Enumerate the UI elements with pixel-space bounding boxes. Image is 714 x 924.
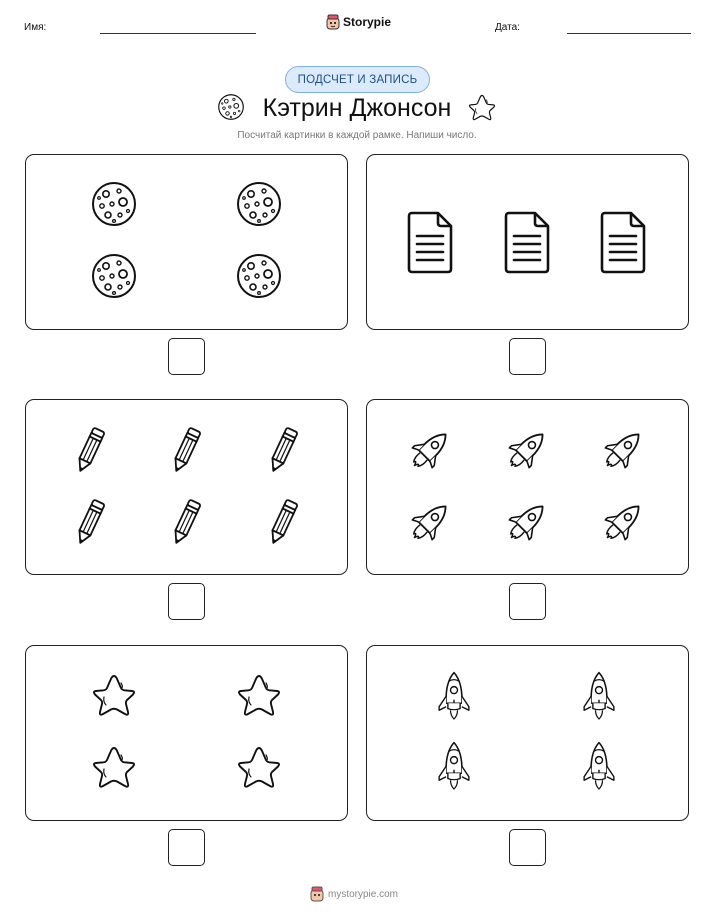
rocket-icon [599,426,647,474]
star-icon [235,672,283,720]
star-icon [467,93,497,123]
footer-url[interactable]: mystorypie.com [328,888,399,900]
footer [310,886,398,902]
document-icon [406,210,454,274]
counting-box-stars [25,645,348,821]
document-icon [503,210,551,274]
document-icon [599,210,647,274]
pencil-icon [162,498,210,546]
answer-box-spaceships[interactable] [509,829,546,866]
instructions: Посчитай картинки в каждой рамке. Напиши число. [237,130,477,141]
rocket-icon [503,498,551,546]
date-label: Дата: [495,22,520,33]
pencil-icon [259,498,307,546]
answer-box-documents[interactable] [509,338,546,375]
brand-name: Storypie [343,15,392,29]
answer-box-moons[interactable] [168,338,205,375]
name-label: Имя: [24,22,47,33]
star-icon [90,744,138,792]
answer-box-pencils[interactable] [168,583,205,620]
page-title: Кэтрин Джонсон [262,94,452,122]
star-icon [90,672,138,720]
counting-box-spaceships [366,645,689,821]
answer-box-rockets[interactable] [509,583,546,620]
rocket-icon [599,498,647,546]
moon-icon [235,180,283,228]
storypie-mascot-icon [310,886,324,902]
pencil-icon [66,426,114,474]
rocket-icon [406,426,454,474]
spaceship-icon [433,740,475,796]
star-icon [235,744,283,792]
pencil-icon [259,426,307,474]
moon-icon [235,252,283,300]
pencil-icon [66,498,114,546]
brand-logo [326,14,391,30]
moon-icon [90,252,138,300]
rocket-icon [406,498,454,546]
storypie-mascot-icon [326,14,340,30]
spaceship-icon [578,740,620,796]
moon-icon [90,180,138,228]
date-field[interactable] [567,33,691,34]
worksheet-type-badge: ПОДСЧЕТ И ЗАПИСЬ [285,66,430,93]
spaceship-icon [433,670,475,726]
counting-box-moons [25,154,348,330]
name-field[interactable] [100,33,256,34]
spaceship-icon [578,670,620,726]
pencil-icon [162,426,210,474]
answer-box-stars[interactable] [168,829,205,866]
moon-icon [217,93,245,121]
rocket-icon [503,426,551,474]
